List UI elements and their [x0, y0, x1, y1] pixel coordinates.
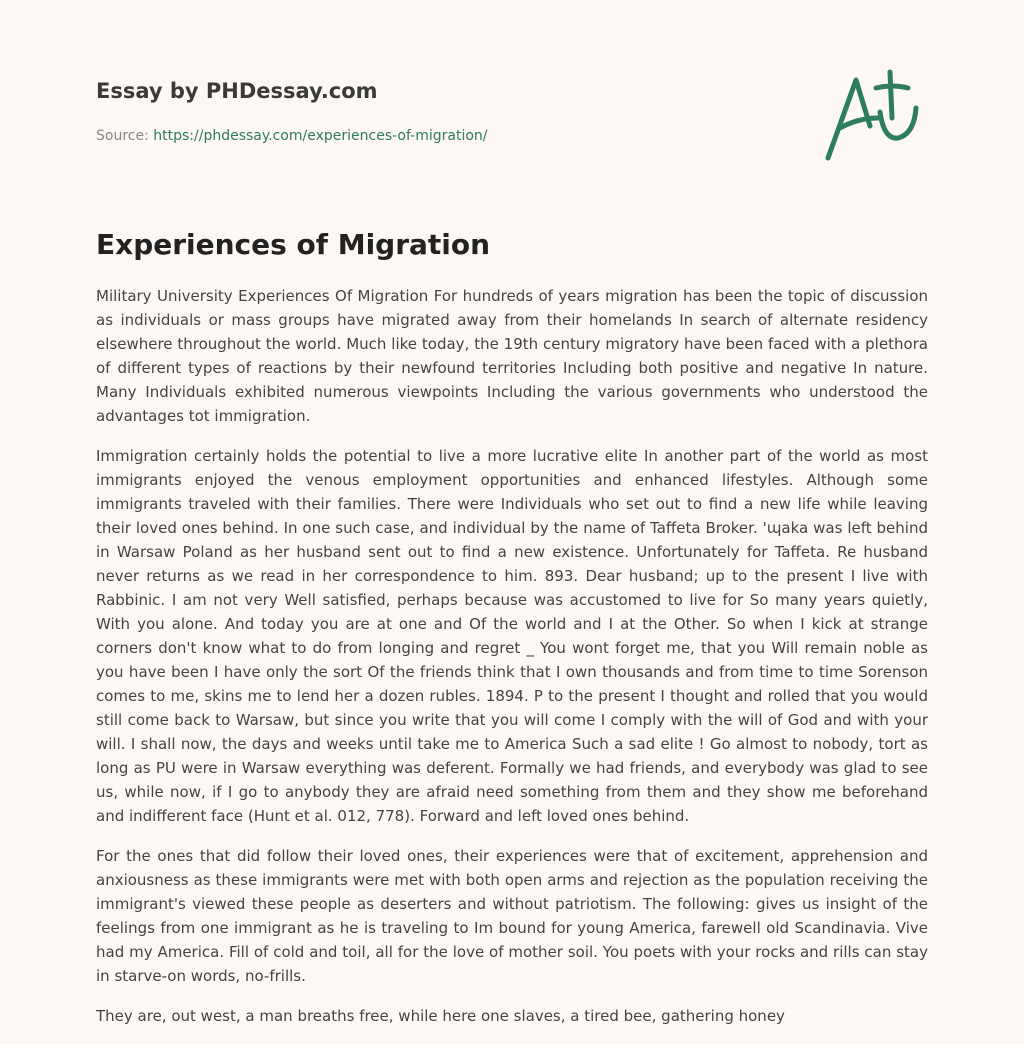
essay-paragraph: For the ones that did follow their loved ones, their experiences were that of excitement, apprehension and anxiousness as these immigrants were met with both open arms and rejection as the population receiving the immigrant's viewed these people as deserters and without patriotism. The following: gives us insight of the feelings from one immigrant as he is traveling to Im bound for young America, farewell old Scandinavia. Vive had my America. Fill of cold and toil, all for the love of mother soil. You poets with your rocks and rills can stay in starve-on words, no-frills. — [96, 847, 928, 985]
essay-header — [96, 78, 796, 146]
a-plus-grade-icon — [818, 66, 930, 166]
essay-title: Experiences of Migration — [96, 228, 491, 261]
essay-paragraph: Immigration certainly holds the potential to live a more lucrative elite In another part of the world as most immigrants enjoyed the venous employment opportunities and enhanced lifestyles. Although some immigrants traveled with their families. There were Individuals who set out to find a new life while leaving their loved ones behind. In one such case, and individual by the name of Taffeta Broker. 'ɰaka was left behind in Warsaw Poland as her husband sent out to find a new existence. Unfortunately for Taffeta. Re husband never returns as we read in her correspondence to him. 893. Dear husband; up to the present I live with Rabbinic. I am not very Well satisfied, perhaps because was accustomed to live for So many years quietly, With you alone. And today you are at one and Of the world and I at the Other. So when I kick at strange corners don't know what to do from longing and regret _ You wont forget me, that you Will remain noble as you have been I have only the sort Of the friends think that I own thousands and from time to time Sorenson comes to me, skins me to lend her a dozen rubles. 1894. P to the present I thought and rolled that you would still come back to Warsaw, but since you write that you will come I comply with the will of God and with your will. I shall now, the days and weeks until take me to America Such a sad elite ! Go almost to nobody, tort as long as PU were in Warsaw everything was deferent. Formally we had friends, and everybody was glad to see us, while now, if I go to anybody they are afraid need something from them and they show me beforehand and indifferent face (Hunt et al. 012, 778). Forward and left loved ones behind. — [96, 447, 928, 825]
essay-paragraph: Military University Experiences Of Migration For hundreds of years migration has been the topic of discussion as individuals or mass groups have migrated away from their homelands In search of alternate residency elsewhere throughout the world. Much like today, the 19th century migratory have been faced with a plethora of different types of reactions by their newfound territories Including both positive and negative In nature. Many Individuals exhibited numerous viewpoints Including the various governments who understood the advantages tot immigration. — [96, 287, 928, 425]
brand-title: Essay by PHDessay.com — [96, 79, 378, 103]
essay-body — [96, 284, 928, 1044]
source-line — [96, 126, 796, 146]
essay-paragraph: They are, out west, a man breaths free, while here one slaves, a tired bee, gathering honey — [96, 1007, 785, 1025]
source-link[interactable]: https://phdessay.com/experiences-of-migration/ — [153, 128, 488, 144]
source-label: Source: — [96, 128, 149, 144]
